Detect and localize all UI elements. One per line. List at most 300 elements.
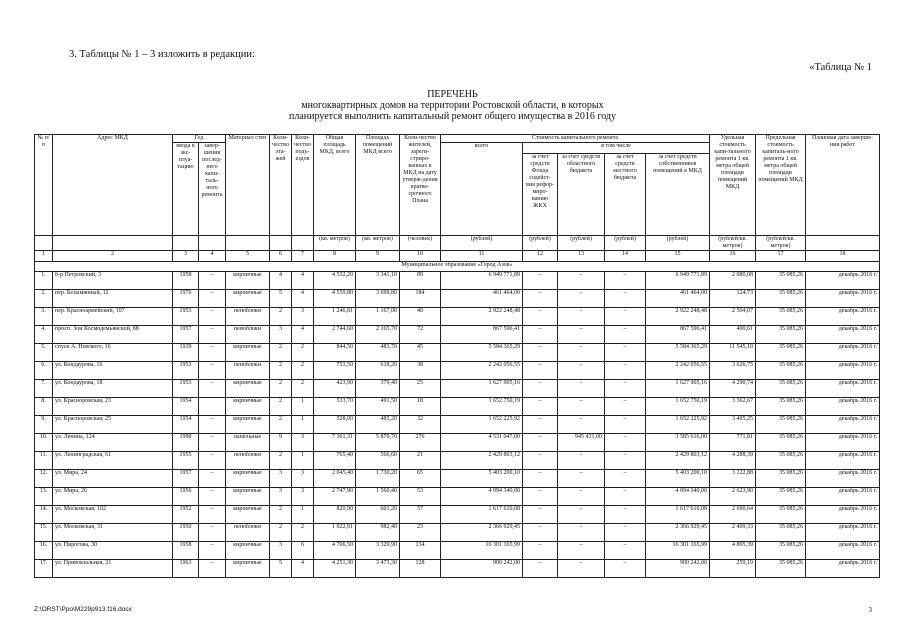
table-cell: 16 301 165,99 [441,542,523,560]
table-cell: 2 [270,452,292,470]
table-cell: 3 362,67 [710,398,756,416]
header-completion-date: Плановая дата заверше-ния работ [806,135,880,236]
table-cell: – [558,398,605,416]
table-cell: 89 [400,272,441,290]
table-cell: – [199,416,226,434]
table-cell: 4 [292,326,314,344]
unit-fund: (рублей) [523,236,558,251]
table-cell: 3 699,80 [356,290,400,308]
table-cell: 1958 [173,272,199,290]
table-cell: ул. Ленинградская, 61 [53,452,173,470]
table-cell: 2 [270,524,292,542]
table-cell: 17. [35,560,53,578]
table-cell: 1952 [173,506,199,524]
column-number: 8 [314,251,356,262]
table-cell: пеноблоки [226,308,270,326]
header-num: № п/п [35,135,53,236]
table-cell: 2. [35,290,53,308]
table-cell: – [558,470,605,488]
table-cell: 1 560,40 [356,488,400,506]
units-row [35,236,880,251]
table-cell: – [523,416,558,434]
table-row [35,524,880,542]
table-cell: 2 [270,362,292,380]
table-cell: – [558,290,605,308]
header-year: Год [173,135,226,143]
table-cell: – [523,434,558,452]
table-cell: 1953 [173,380,199,398]
table-cell: – [605,308,646,326]
page-number: 3 [868,606,872,614]
table-cell: – [199,506,226,524]
table-cell: – [523,290,558,308]
table-cell: 45 [400,344,441,362]
table-cell: – [558,488,605,506]
table-cell: просп. Зои Космодемьянской, 88 [53,326,173,344]
table-cell: 4 895,39 [710,542,756,560]
table-cell: кирпичные [226,344,270,362]
doc-subtitle-line1: многоквартирных домов на территории Ростовской области, в которых [301,100,604,111]
table-cell: 4 094 340,00 [646,488,710,506]
table-cell: декабрь 2016 г. [806,344,880,362]
column-number: 11 [441,251,523,262]
footer-path: Z:\ORST\Ppo\M229p913.f16.docx [34,606,132,613]
table-cell: – [199,272,226,290]
table-cell: 35 085,26 [756,452,806,470]
table-cell: 5 [270,560,292,578]
table-cell: 1 [292,398,314,416]
table-row [35,434,880,452]
table-cell: – [558,560,605,578]
table-cell: 4 288,39 [710,452,756,470]
header-residents: Коли-чество жителей, зареги-стриро-ванных в МКД на дату утверж-дения кратко-срочного Плана [400,135,441,236]
table-cell: 6 [292,542,314,560]
table-cell: 945 431,00 [558,434,605,452]
table-cell: – [605,452,646,470]
table-cell: – [605,488,646,506]
table-cell: 2 409,33 [710,524,756,542]
table-cell: 1955 [173,452,199,470]
header-cost-total: всего [441,143,523,236]
table-cell: 3 341,10 [356,272,400,290]
table-cell: 2 [292,362,314,380]
table-cell: – [558,272,605,290]
table-cell: – [523,362,558,380]
table-cell: – [558,380,605,398]
table-cell: 1 652 750,19 [646,398,710,416]
table-cell: 1954 [173,398,199,416]
table-cell: 5 584 365,29 [441,344,523,362]
table-cell: 2 504,07 [710,308,756,326]
table-cell: декабрь 2016 г. [806,308,880,326]
column-number: 15 [646,251,710,262]
table-cell: 16 301 165,99 [646,542,710,560]
header-year-commission: ввода в экс-плуа-тацию [173,143,199,236]
table-cell: 2 [292,380,314,398]
table-cell: декабрь 2016 г. [806,506,880,524]
table-cell: 1976 [173,290,199,308]
table-cell: 1 022,91 [314,524,356,542]
table-cell: 124,73 [710,290,756,308]
table-cell: – [605,542,646,560]
table-cell: 485,20 [356,416,400,434]
table-cell: 2 922 248,48 [646,308,710,326]
table-cell: 1963 [173,560,199,578]
column-number: 10 [400,251,441,262]
table-cell: 423,90 [314,380,356,398]
header-material: Материал стен [226,135,270,236]
table-row [35,398,880,416]
table-cell: – [523,272,558,290]
table-cell: 1957 [173,470,199,488]
table-cell: 4 532,20 [314,272,356,290]
table-cell: 1 627 905,16 [441,380,523,398]
table-cell: 10. [35,434,53,452]
table-cell: – [605,272,646,290]
table-cell: 3 [270,470,292,488]
table-row [35,326,880,344]
column-number: 2 [53,251,173,262]
column-number: 4 [199,251,226,262]
unit-area: (кв. метров) [314,236,356,251]
table-cell: ул. Кондаурова, 18 [53,380,173,398]
table-cell: 1 167,00 [356,308,400,326]
table-cell: 2 [270,308,292,326]
table-cell: – [558,524,605,542]
table-cell: 11. [35,452,53,470]
table-cell: кирпичные [226,416,270,434]
table-cell: 753,50 [314,362,356,380]
table-cell: – [199,452,226,470]
table-cell: 1 [292,416,314,434]
header-row-1 [35,135,880,143]
table-cell: декабрь 2016 г. [806,380,880,398]
table-cell: – [199,380,226,398]
table-cell: – [558,416,605,434]
table-cell: 2 366 929,45 [646,524,710,542]
table-cell: ул. Пирогова, 30 [53,542,173,560]
table-cell: 3 [292,434,314,452]
header-local-budget: за счет средств местного бюджета [605,154,646,236]
table-cell: 5 870,70 [356,434,400,452]
column-number: 17 [756,251,806,262]
table-cell: 483,70 [356,344,400,362]
column-number: 13 [558,251,605,262]
table-cell: 461 464,00 [441,290,523,308]
table-cell: 1 652 750,19 [441,398,523,416]
table-row [35,344,880,362]
table-cell: 5 [270,290,292,308]
table-cell: ул. Красноровская, 23 [53,398,173,416]
table-cell: 11 545,10 [710,344,756,362]
unit-owners: (рублей) [646,236,710,251]
table-cell: 1 246,81 [314,308,356,326]
table-cell: 566,60 [356,452,400,470]
table-cell: 820,90 [314,506,356,524]
table-cell: 4 [292,272,314,290]
table-cell: 4. [35,326,53,344]
table-cell: 2 429 803,12 [646,452,710,470]
table-body [35,272,880,578]
table-cell: – [523,560,558,578]
table-row [35,416,880,434]
table-cell: 57 [400,506,441,524]
table-cell: – [523,488,558,506]
table-cell: – [558,344,605,362]
table-cell: 1956 [173,488,199,506]
table-cell: 35 085,26 [756,470,806,488]
table-cell: декабрь 2016 г. [806,470,880,488]
table-cell: кирпичные [226,290,270,308]
table-cell: 4 [270,272,292,290]
table-cell: 4 531 047,00 [441,434,523,452]
table-row [35,506,880,524]
table-cell: – [605,290,646,308]
table-cell: 4 290,74 [710,380,756,398]
table-row [35,380,880,398]
table-cell: ул. Ленина, 124 [53,434,173,452]
table-cell: кирпичные [226,488,270,506]
doc-title: ПЕРЕЧЕНЬ [427,89,478,100]
table-cell: 35 085,26 [756,326,806,344]
table-cell: 1953 [173,308,199,326]
table-cell: спуск А. Невского, 16 [53,344,173,362]
table-cell: 9 [270,434,292,452]
table-cell: 2 922 248,48 [441,308,523,326]
table-cell: – [523,470,558,488]
table-cell: 276 [400,434,441,452]
header-total-area: Общая площадь МКД, всего [314,135,356,236]
table-cell: – [523,308,558,326]
table-cell: – [558,542,605,560]
header-floors: Коли-чество эта-жей [270,135,292,236]
table-cell: 53 [400,488,441,506]
table-cell: – [605,326,646,344]
column-number: 14 [605,251,646,262]
table-cell: 2 242 056,55 [441,362,523,380]
table-cell: 3 [292,488,314,506]
table-cell: – [605,434,646,452]
table-cell: 2 045,40 [314,470,356,488]
table-cell: декабрь 2016 г. [806,524,880,542]
table-cell: – [605,380,646,398]
table-cell: 259,19 [710,560,756,578]
table-cell: 1958 [173,542,199,560]
table-cell [199,398,226,416]
header-premises-area: Площадь помещений МКД всего [356,135,400,236]
table-cell: 379,40 [356,380,400,398]
table-cell: 1 [292,452,314,470]
table-cell: 900 242,00 [441,560,523,578]
table-cell: 2 747,90 [314,488,356,506]
table-cell: пеноблоки [226,452,270,470]
table-cell: – [558,362,605,380]
table-cell: 765,40 [314,452,356,470]
table-cell: 35 085,26 [756,524,806,542]
table-cell: 1. [35,272,53,290]
table-cell: – [558,452,605,470]
table-cell: кирпичные [226,380,270,398]
table-cell: 400,61 [710,326,756,344]
table-cell: 35 085,26 [756,362,806,380]
table-cell: 7 361,31 [314,434,356,452]
table-cell: – [605,398,646,416]
table-cell: декабрь 2016 г. [806,272,880,290]
table-cell: 32 [400,416,441,434]
table-cell: 601,20 [356,506,400,524]
table-cell: 5. [35,344,53,362]
table-cell: – [523,452,558,470]
table-cell: 2 744,60 [314,326,356,344]
table-cell: – [605,416,646,434]
table-cell: 3 473,30 [356,560,400,578]
unit-limit-cost: (рублей/кв. метров) [756,236,806,251]
table-cell: кирпичные [226,542,270,560]
table-cell: – [523,380,558,398]
table-cell: 2 [292,344,314,362]
table-cell: – [605,506,646,524]
table-cell: кирпичные [226,560,270,578]
buildings-table [34,134,880,578]
table-cell: 2 242 056,55 [646,362,710,380]
unit-unit-cost: (рублей/кв. метров) [710,236,756,251]
table-cell: 35 085,26 [756,380,806,398]
table-cell: – [523,326,558,344]
table-cell: 6. [35,362,53,380]
table-row [35,542,880,560]
table-cell: декабрь 2016 г. [806,290,880,308]
table-cell: 3 [270,542,292,560]
table-cell: 5 403 200,10 [646,470,710,488]
table-cell: ул. Кондаурова, 16 [53,362,173,380]
table-cell: – [523,542,558,560]
table-cell: 6 949 771,89 [441,272,523,290]
header-unit-cost: Удельная стоимость капи-тального ремонта 1 кв. метра общей площади помещений МКД [710,135,756,236]
header-fund: за счет средств Фонда содейст-вия рефор-миро-ванию ЖКХ [523,154,558,236]
table-cell: 35 085,26 [756,434,806,452]
table-cell: 2 [270,506,292,524]
table-cell: – [199,524,226,542]
table-cell: 3 [270,326,292,344]
table-cell: 1950 [173,524,199,542]
table-cell: 12. [35,470,53,488]
table-cell: 1939 [173,344,199,362]
table-cell: кирпичные [226,272,270,290]
table-cell: – [199,344,226,362]
table-cell: – [605,524,646,542]
table-cell: кирпичные [226,398,270,416]
table-cell: 35 085,26 [756,308,806,326]
table-cell: 38 [400,362,441,380]
table-cell: – [605,362,646,380]
table-row [35,290,880,308]
table-cell: 1957 [173,326,199,344]
table-cell: 2 [270,416,292,434]
table-cell: 128 [400,560,441,578]
table-cell: 25 [400,380,441,398]
table-cell: ул. Привокзальная, 21 [53,560,173,578]
table-cell: 2 [270,398,292,416]
header-entrances: Коли-чество подъ-ездов [292,135,314,236]
table-cell: 2 690,64 [710,506,756,524]
table-cell: декабрь 2016 г. [806,398,880,416]
table-cell: 21 [400,452,441,470]
table-cell: ул. Мира, 24 [53,470,173,488]
table-cell: декабрь 2016 г. [806,326,880,344]
table-cell: 1 652 225,92 [646,416,710,434]
table-cell: 7. [35,380,53,398]
table-cell: 18 [400,398,441,416]
table-cell: 3 585 616,00 [646,434,710,452]
table-cell: 2 080,08 [710,272,756,290]
table-cell: 35 085,26 [756,272,806,290]
table-cell: пер. Красноармейский, 107 [53,308,173,326]
table-cell: – [199,434,226,452]
header-including: в том числе [523,143,710,154]
table-cell: пеноблоки [226,524,270,542]
table-cell: 2 [292,524,314,542]
table-row [35,452,880,470]
table-cell: – [605,344,646,362]
table-cell: декабрь 2016 г. [806,416,880,434]
table-cell: 23 [400,524,441,542]
header-address: Адрес МКД [53,135,173,236]
table-cell: панельные [226,434,270,452]
table-cell: 14. [35,506,53,524]
table-cell: 3 [292,470,314,488]
table-cell: 72 [400,326,441,344]
table-cell: 35 085,26 [756,344,806,362]
section-row [35,262,880,272]
table-cell: 1953 [173,362,199,380]
column-number: 7 [292,251,314,262]
table-cell: – [199,542,226,560]
table-cell: 134 [400,542,441,560]
table-cell: 35 085,26 [756,416,806,434]
table-cell: – [199,308,226,326]
table-cell: декабрь 2016 г. [806,452,880,470]
table-cell: 35 085,26 [756,542,806,560]
table-number: «Таблица № 1 [809,62,872,73]
table-cell: – [199,470,226,488]
table-cell: ул. Московская, 102 [53,506,173,524]
table-cell: 35 085,26 [756,488,806,506]
table-cell: 4 094 340,00 [441,488,523,506]
header-year-last-repair: завер-шения послед-него капи-таль-ного ремонта [199,143,226,236]
table-cell: 844,50 [314,344,356,362]
table-row [35,560,880,578]
doc-subtitle-line2: планируется выполнить капитальный ремонт общего имущества в 2016 году [288,111,617,122]
table-cell: 4 559,80 [314,290,356,308]
section-title: Муниципальное образование «Город Азов» [35,262,880,272]
table-cell: ул. Московская, 31 [53,524,173,542]
intro-text: 3. Таблицы № 1 – 3 изложить в редакции: [69,49,255,60]
column-number: 18 [806,251,880,262]
header-owners: за счет средств собственников помещений в МКД [646,154,710,236]
table-cell: 1 730,20 [356,470,400,488]
table-cell: 3 626,75 [710,362,756,380]
table-cell: 900 242,00 [646,560,710,578]
table-cell: 35 085,26 [756,398,806,416]
table-cell: 533,70 [314,398,356,416]
table-cell: б-р Петровский, 3 [53,272,173,290]
table-cell: 1 617 610,08 [441,506,523,524]
table-cell: декабрь 2016 г. [806,362,880,380]
table-cell: – [558,308,605,326]
table-cell: 491,50 [356,398,400,416]
table-cell: 2 165,70 [356,326,400,344]
table-cell: 4 251,30 [314,560,356,578]
